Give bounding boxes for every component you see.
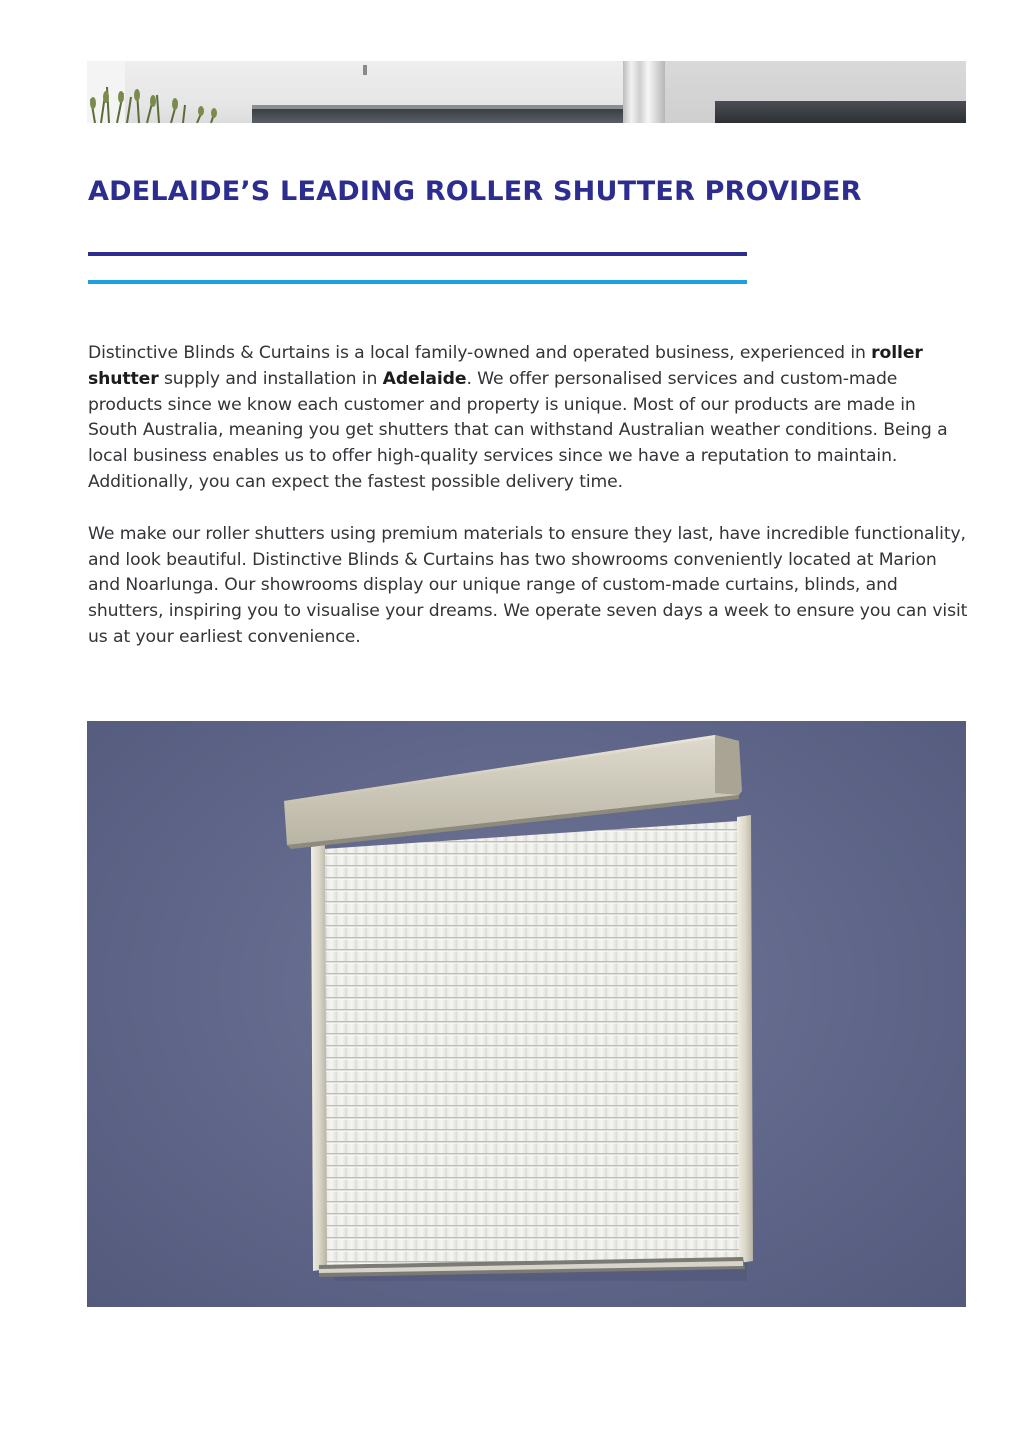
bold-keyword-adelaide: Adelaide bbox=[382, 368, 467, 389]
roller-shutter-photo bbox=[87, 721, 966, 1307]
heading-rule-primary bbox=[88, 252, 747, 256]
plant-foliage bbox=[87, 79, 227, 123]
roller-shutter-illustration bbox=[87, 721, 966, 1307]
page-heading: ADELAIDE’S LEADING ROLLER SHUTTER PROVIDER bbox=[88, 176, 862, 207]
text-span: supply and installation in bbox=[158, 368, 383, 389]
heading-rule-secondary bbox=[88, 280, 747, 284]
text-span: . We offer personalised services and custom-made products since we know each customer and property is unique. Most of our products are made in South Australia, meaning you get shutters that can withstand Australian weather conditions. Being a local business enables us to offer high-quality services since we have a reputation to maintain. Additionally, you can expect the fastest possible delivery time. bbox=[88, 368, 948, 492]
showrooms-paragraph: We make our roller shutters using premium materials to ensure they last, have incredible functionality, and look beautiful. Distinctive Blinds & Curtains has two showrooms conveniently located at Marion and Noarlunga. Our showrooms display our unique range of custom-made curtains, blinds, and shutters, inspiring you to visualise your dreams. We operate seven days a week to ensure you can visit us at your earliest convenience. bbox=[88, 523, 968, 647]
pillar bbox=[623, 61, 665, 123]
building-exterior-photo bbox=[87, 61, 966, 123]
text-span: Distinctive Blinds & Curtains is a local family-owned and operated business, experienced in bbox=[88, 343, 872, 363]
intro-paragraph bbox=[88, 341, 968, 496]
body-text bbox=[88, 341, 968, 677]
window-frame-right bbox=[715, 101, 966, 123]
bold-keyword-roller-shutter: roller shutter bbox=[88, 343, 923, 389]
wall-fixture bbox=[363, 65, 367, 75]
